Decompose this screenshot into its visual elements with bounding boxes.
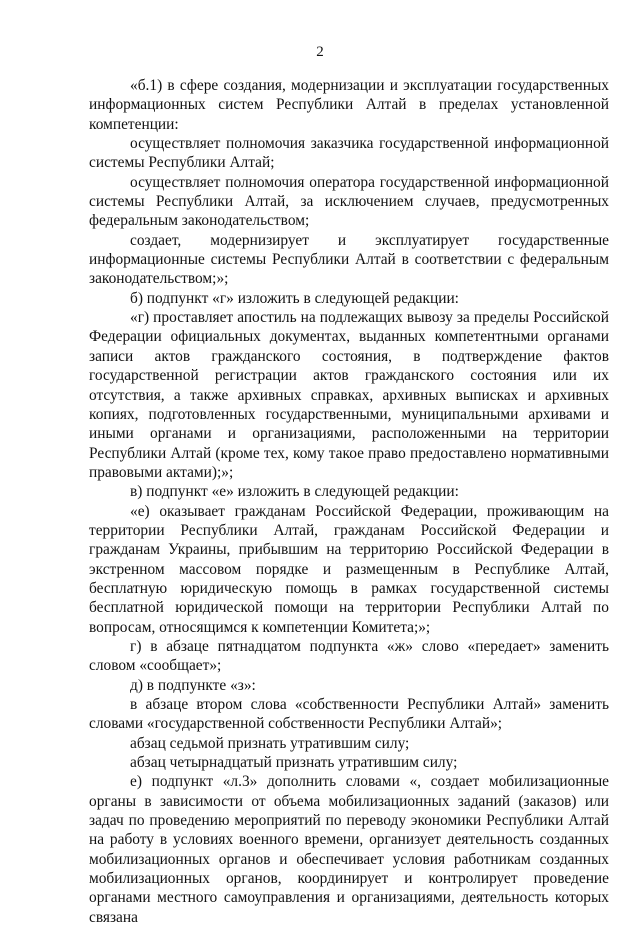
paragraph-subitem-g-amend: б) подпункт «г» изложить в следующей редакции: — [130, 289, 459, 307]
paragraph-abzac-seventh: абзац седьмой признать утратившим силу; — [130, 734, 410, 752]
paragraph-subitem-g-text: «г) проставляет апостиль на подлежащих вывозу за пределы Российской Федерации официальных документах, выданных компетентными органами записи актов гражданского состояния, в подтверждение фактов государственной регистрации актов гражданского состояния или их отсутствия, а также архивных справках, архивных выписках и архивных копиях, подготовленных государственными, муниципальными архивами и иными органами и организациями, расположенными на территории Республики Алтай (кроме тех, кому такое право предоставлено нормативными правовыми актами);»; — [89, 309, 609, 481]
paragraph-subitem-l3-amend: е) подпункт «л.3» дополнить словами «, создает мобилизационные органы в зависимости от объема мобилизационных заданий (заказов) или задач по проведению мероприятий по переводу экономики Республики Алтай на работу в условиях военного времени, организует деятельность созданных мобилизационных органов и обеспечивает условия работникам созданных мобилизационных органов, координирует и контролирует проведение органами местного самоуправления и организациями, деятельность которых связана — [89, 773, 609, 926]
paragraph-subitem-zh-amend: г) в абзаце пятнадцатом подпункта «ж» слово «передает» заменить словом «сообщает»; — [89, 637, 609, 675]
paragraph-creates-systems: создает, модернизирует и эксплуатирует государственные информационные системы Республики Алтай в соответствии с федеральным законодательством;»; — [89, 231, 609, 288]
document-body — [89, 76, 609, 927]
paragraph-subitem-z-amend: д) в подпункте «з»: — [130, 676, 256, 694]
paragraph-operator-powers: осуществляет полномочия оператора государственной информационной системы Республики Алтай, за исключением случаев, предусмотренных федеральным законодательством; — [89, 173, 609, 230]
paragraph-abzac-fourteenth: абзац четырнадцатый признать утратившим силу; — [130, 754, 458, 772]
paragraph-subitem-e-amend: в) подпункт «е» изложить в следующей редакции: — [130, 483, 459, 501]
paragraph-customer-powers: осуществляет полномочия заказчика государственной информационной системы Республики Алтай; — [89, 135, 609, 172]
page-number: 2 — [316, 44, 324, 60]
paragraph-subitem-e-text: «е) оказывает гражданам Российской Федерации, проживающим на территории Республики Алтай, гражданам Российской Федерации и гражданам Украины, прибывшим на территорию Российской Федерации в экстренном массовом порядке и размещенным в Республике Алтай, бесплатную юридическую помощь в рамках государственной системы бесплатной юридической помощи на территории Республики Алтай по вопросам, относящимся к компетенции Комитета;»; — [89, 502, 609, 636]
paragraph-b1-heading: «б.1) в сфере создания, модернизации и эксплуатации государственных информационных систем Республики Алтай в пределах установленной компетенции: — [89, 77, 609, 133]
paragraph-abzac-second: в абзаце втором слова «собственности Республики Алтай» заменить словами «государственной собственности Республики Алтай»; — [89, 696, 609, 733]
